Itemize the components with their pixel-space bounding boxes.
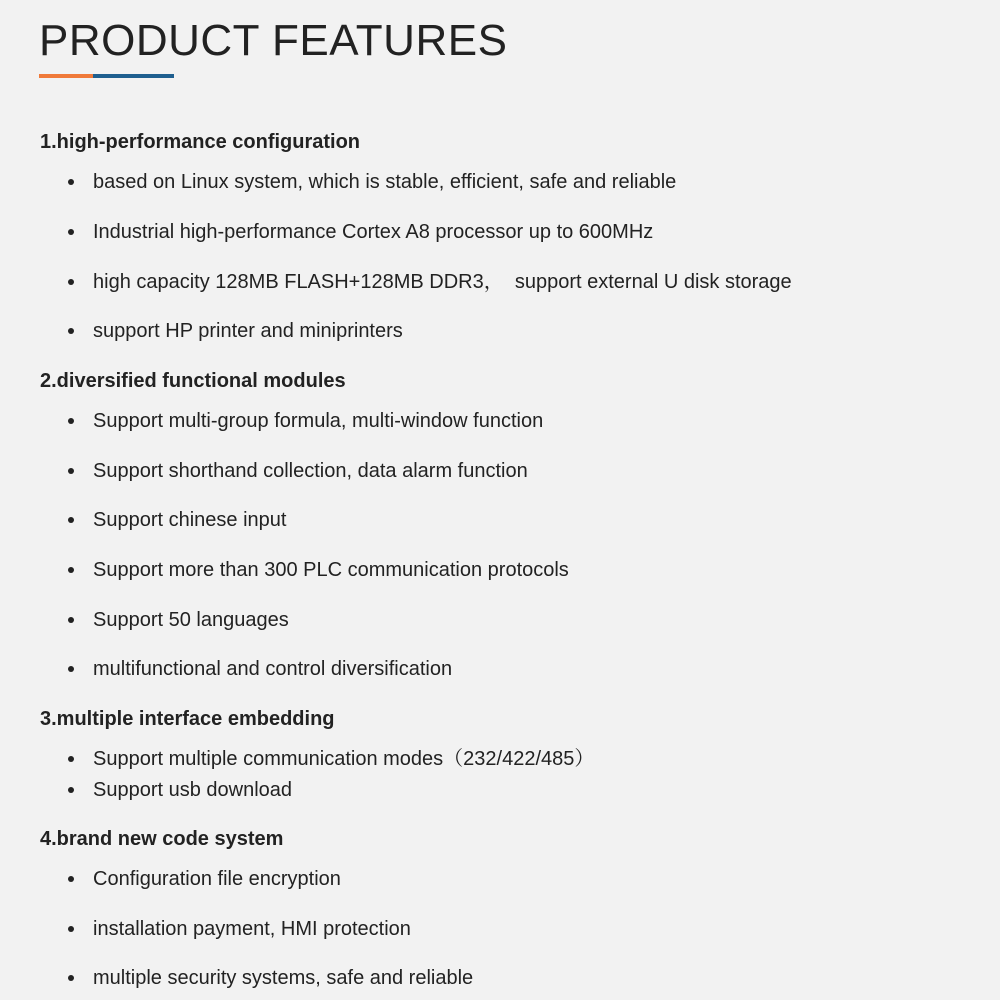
list-item-text: installation payment, HMI protection [93, 918, 411, 940]
bullet-icon [68, 666, 74, 672]
bullet-icon [68, 567, 74, 573]
section-heading: 2.diversified functional modules [40, 370, 346, 392]
list-item [68, 917, 411, 941]
list-item [68, 508, 286, 532]
bullet-icon [68, 229, 74, 235]
list-item-text: Support shorthand collection, data alarm function [93, 460, 528, 482]
list-item-text: Support multiple communication modes（232/422/485） [93, 748, 595, 770]
bullet-icon [68, 926, 74, 932]
list-item-text: Support multi-group formula, multi-window function [93, 410, 544, 432]
list-item-text: Industrial high-performance Cortex A8 processor up to 600MHz [93, 221, 654, 243]
list-item [68, 409, 543, 433]
list-item-text: support HP printer and miniprinters [93, 320, 403, 342]
bullet-icon [68, 617, 74, 623]
list-item [68, 778, 292, 802]
list-item [68, 867, 341, 891]
list-item-text: based on Linux system, which is stable, efficient, safe and reliable [93, 171, 677, 193]
bullet-icon [68, 468, 74, 474]
bullet-icon [68, 279, 74, 285]
list-item [68, 170, 676, 194]
list-item-text: multiple security systems, safe and reliable [93, 967, 474, 989]
list-item-text: Support 50 languages [93, 609, 289, 631]
list-item-text: Support chinese input [93, 509, 287, 531]
bullet-icon [68, 876, 74, 882]
list-item-text: Support more than 300 PLC communication protocols [93, 559, 569, 581]
list-item [68, 220, 653, 244]
title-underline-orange [39, 74, 93, 78]
page-title: PRODUCT FEATURES [39, 16, 508, 65]
list-item [68, 608, 289, 632]
list-item-text: multifunctional and control diversification [93, 658, 453, 680]
list-item-text: Configuration file encryption [93, 868, 341, 890]
bullet-icon [68, 418, 74, 424]
bullet-icon [68, 756, 74, 762]
bullet-icon [68, 787, 74, 793]
list-item-text: high capacity 128MB FLASH+128MB DDR3， support external U disk storage [93, 271, 792, 293]
bullet-icon [68, 517, 74, 523]
section-heading: 3.multiple interface embedding [40, 708, 335, 730]
list-item [68, 747, 594, 771]
list-item [68, 558, 569, 582]
list-item [68, 657, 452, 681]
bullet-icon [68, 179, 74, 185]
list-item [68, 966, 473, 990]
title-underline [39, 74, 174, 78]
list-item [68, 459, 528, 483]
bullet-icon [68, 975, 74, 981]
list-item-text: Support usb download [93, 779, 293, 801]
title-underline-blue [93, 74, 174, 78]
section-heading: 4.brand new code system [40, 828, 284, 850]
list-item [68, 270, 792, 294]
bullet-icon [68, 328, 74, 334]
list-item [68, 319, 403, 343]
section-heading: 1.high-performance configuration [40, 131, 361, 153]
